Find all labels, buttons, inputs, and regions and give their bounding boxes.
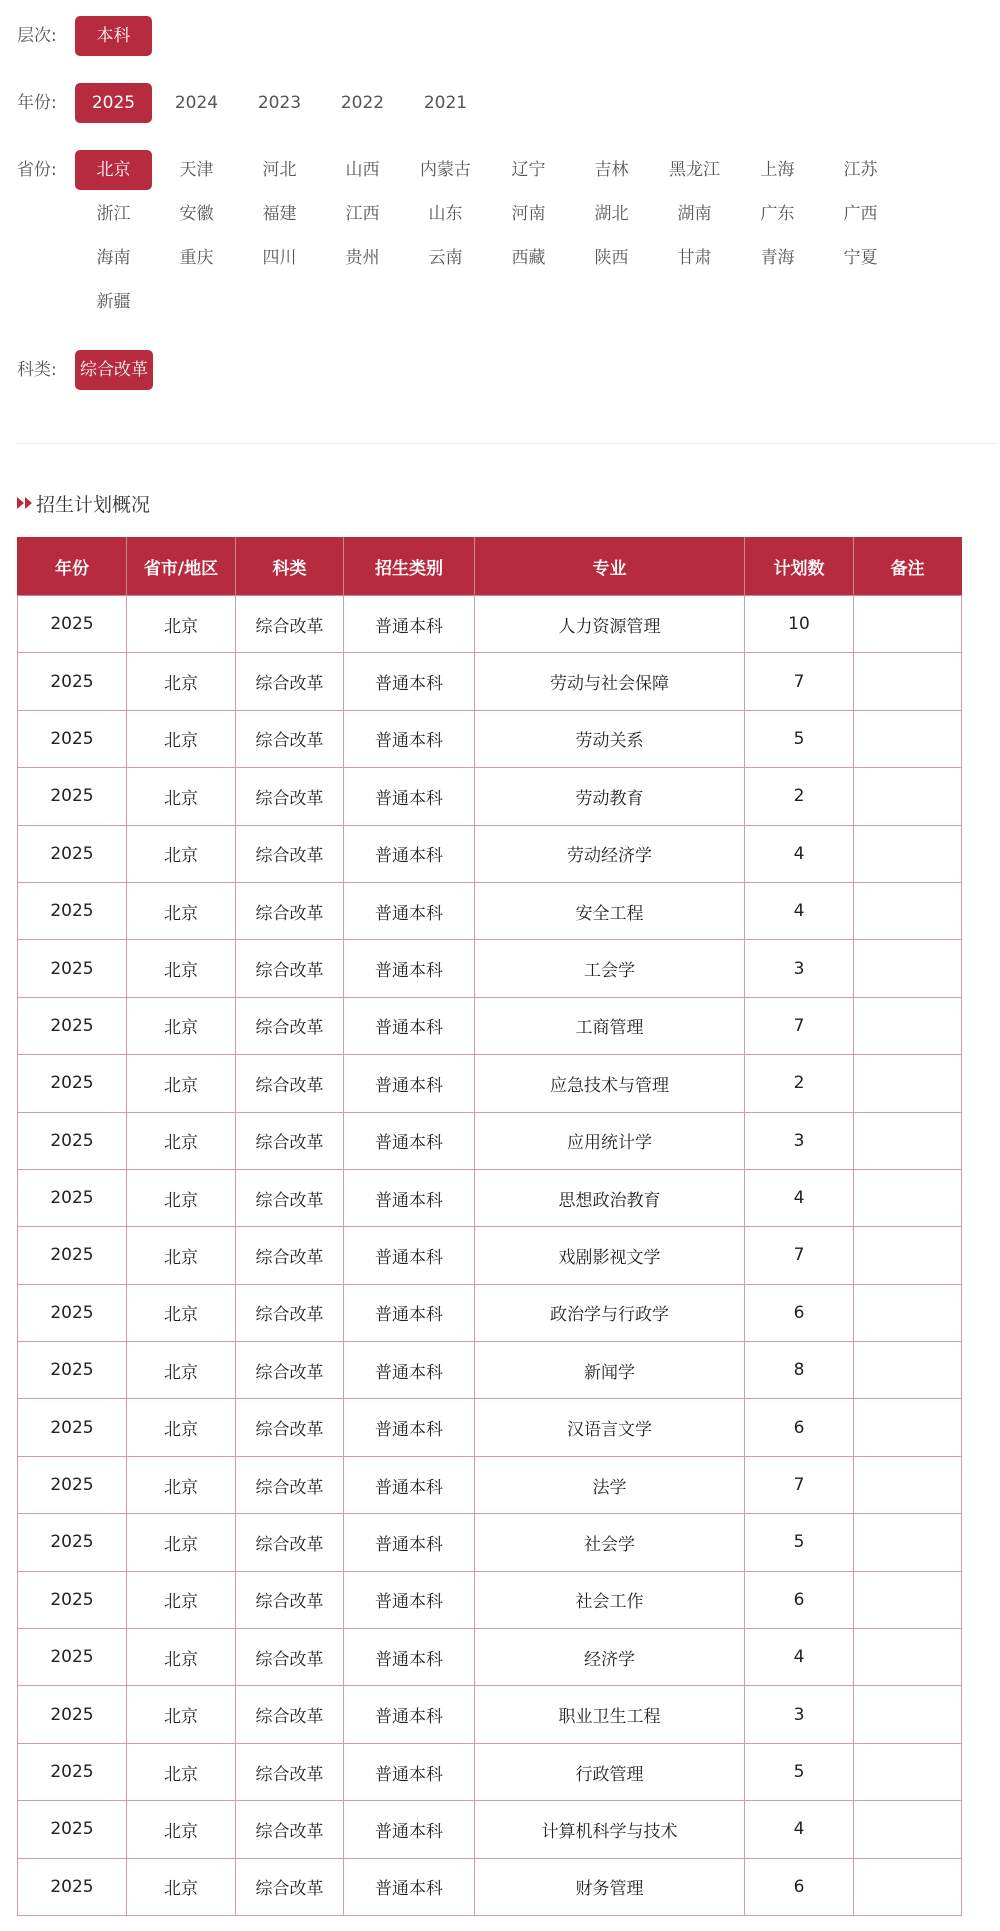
province-option[interactable]: 北京 [75,150,152,190]
table-cell: 普通本科 [344,653,475,710]
table-row [18,825,962,882]
filter-province [17,150,915,326]
table-cell: 综合改革 [236,1227,344,1284]
table-cell: 北京 [127,825,236,882]
table-cell: 7 [745,1227,854,1284]
table-row [18,1284,962,1341]
table-cell: 普通本科 [344,1456,475,1513]
province-option[interactable]: 福建 [262,204,297,224]
province-option[interactable]: 宁夏 [843,248,878,268]
table-cell: 劳动经济学 [475,825,745,882]
province-option[interactable]: 青海 [760,248,795,268]
table-row [18,1342,962,1399]
table-cell: 综合改革 [236,940,344,997]
year-option[interactable]: 2024 [174,93,219,113]
table-row [18,1514,962,1571]
province-option[interactable]: 天津 [179,160,214,180]
table-row [18,596,962,653]
table-cell: 北京 [127,1686,236,1743]
table-cell: 工会学 [475,940,745,997]
table-cell: 北京 [127,882,236,939]
table-cell: 综合改革 [236,1686,344,1743]
table-cell: 5 [745,1514,854,1571]
table-cell [854,1055,962,1112]
table-cell: 8 [745,1342,854,1399]
table-row [18,1571,962,1628]
table-cell: 计算机科学与技术 [475,1801,745,1858]
table-cell: 北京 [127,1743,236,1800]
province-option[interactable]: 广东 [760,204,795,224]
table-cell [854,1284,962,1341]
filter-level [17,16,915,56]
table-cell: 2025 [18,1514,127,1571]
table-cell: 2025 [18,825,127,882]
table-cell [854,1514,962,1571]
province-option[interactable]: 上海 [760,160,795,180]
province-option[interactable]: 安徽 [179,204,214,224]
table-cell [854,1112,962,1169]
table-cell: 普通本科 [344,825,475,882]
table-cell: 2025 [18,1342,127,1399]
table-cell [854,1858,962,1915]
section-title-text: 招生计划概况 [36,493,151,516]
table-row [18,653,962,710]
table-cell [854,710,962,767]
table-cell: 4 [745,1169,854,1226]
column-header: 科类 [236,538,344,596]
table-cell: 普通本科 [344,1055,475,1112]
province-option[interactable]: 内蒙古 [420,160,471,180]
table-cell: 2 [745,1055,854,1112]
table-row [18,1629,962,1686]
table-cell: 综合改革 [236,653,344,710]
table-cell: 综合改革 [236,1456,344,1513]
table-cell: 2025 [18,768,127,825]
table-cell: 北京 [127,1456,236,1513]
table-cell: 劳动教育 [475,768,745,825]
table-cell [854,1686,962,1743]
table-cell: 7 [745,997,854,1054]
column-header: 专业 [475,538,745,596]
province-options [75,150,915,326]
table-row [18,1399,962,1456]
table-cell: 综合改革 [236,997,344,1054]
table-cell: 北京 [127,1514,236,1571]
table-cell: 4 [745,1801,854,1858]
table-cell: 应急技术与管理 [475,1055,745,1112]
table-cell: 10 [745,596,854,653]
column-header: 备注 [854,538,962,596]
table-cell [854,940,962,997]
table-cell: 北京 [127,653,236,710]
filter-province-label: 省份: [17,160,57,180]
province-option[interactable]: 山西 [345,160,380,180]
table-cell: 北京 [127,1169,236,1226]
table-cell: 2025 [18,1169,127,1226]
filter-year-label: 年份: [17,93,57,113]
table-cell: 普通本科 [344,1801,475,1858]
table-cell [854,1342,962,1399]
province-option[interactable]: 陕西 [594,248,629,268]
year-option[interactable]: 2023 [257,93,302,113]
table-row [18,1456,962,1513]
table-cell: 新闻学 [475,1342,745,1399]
table-cell: 综合改革 [236,1629,344,1686]
table-cell: 综合改革 [236,1858,344,1915]
year-options [75,83,915,123]
table-cell: 政治学与行政学 [475,1284,745,1341]
table-cell [854,1399,962,1456]
province-option[interactable]: 广西 [843,204,878,224]
table-cell: 社会学 [475,1514,745,1571]
table-cell: 北京 [127,1112,236,1169]
table-cell: 综合改革 [236,1055,344,1112]
column-header: 年份 [18,538,127,596]
table-row [18,997,962,1054]
table-cell: 6 [745,1571,854,1628]
table-cell: 2025 [18,1055,127,1112]
table-cell: 2025 [18,1801,127,1858]
table-cell: 普通本科 [344,1284,475,1341]
table-cell [854,1169,962,1226]
table-cell [854,768,962,825]
table-cell: 北京 [127,1342,236,1399]
province-option[interactable]: 山东 [428,204,463,224]
table-row [18,1227,962,1284]
table-cell: 综合改革 [236,882,344,939]
table-cell: 2025 [18,1571,127,1628]
table-cell [854,653,962,710]
table-cell: 综合改革 [236,1571,344,1628]
table-cell [854,1801,962,1858]
table-cell: 3 [745,940,854,997]
province-option[interactable]: 云南 [428,248,463,268]
table-cell: 财务管理 [475,1858,745,1915]
province-option[interactable]: 浙江 [96,204,131,224]
table-cell: 7 [745,1456,854,1513]
table-cell: 社会工作 [475,1571,745,1628]
enrollment-plan-table [17,537,962,1916]
table-cell [854,997,962,1054]
table-cell: 6 [745,1284,854,1341]
table-cell: 普通本科 [344,940,475,997]
province-option[interactable]: 辽宁 [511,160,546,180]
table-cell: 普通本科 [344,710,475,767]
table-cell: 人力资源管理 [475,596,745,653]
table-cell: 北京 [127,710,236,767]
category-options [75,350,915,390]
table-row [18,768,962,825]
table-cell: 普通本科 [344,1743,475,1800]
year-option[interactable]: 2025 [75,83,152,123]
filter-level-label: 层次: [17,26,57,46]
table-row [18,882,962,939]
table-row [18,1801,962,1858]
table-cell: 2025 [18,1112,127,1169]
table-cell: 2025 [18,1399,127,1456]
table-cell: 北京 [127,768,236,825]
double-chevron-right-icon [17,497,33,509]
table-cell: 2025 [18,1284,127,1341]
table-row [18,1169,962,1226]
table-cell: 工商管理 [475,997,745,1054]
table-cell [854,882,962,939]
table-cell [854,825,962,882]
table-cell [854,1743,962,1800]
table-row [18,710,962,767]
table-cell: 法学 [475,1456,745,1513]
table-cell: 7 [745,653,854,710]
table-cell: 北京 [127,1571,236,1628]
table-cell [854,1629,962,1686]
province-option[interactable]: 湖北 [594,204,629,224]
province-option[interactable]: 甘肃 [677,248,712,268]
table-cell: 北京 [127,1858,236,1915]
category-option[interactable]: 综合改革 [75,350,153,390]
table-cell: 2025 [18,882,127,939]
filter-category [17,350,915,390]
table-cell: 4 [745,1629,854,1686]
table-row [18,1055,962,1112]
province-option[interactable]: 湖南 [677,204,712,224]
filter-year [17,83,915,123]
table-cell: 5 [745,1743,854,1800]
section-title [17,488,150,518]
table-cell: 普通本科 [344,596,475,653]
table-cell: 2025 [18,1629,127,1686]
table-cell: 2025 [18,1743,127,1800]
table-cell: 2025 [18,997,127,1054]
table-cell: 北京 [127,940,236,997]
table-cell [854,596,962,653]
province-option[interactable]: 海南 [96,248,131,268]
table-row [18,1112,962,1169]
table-cell: 2025 [18,653,127,710]
year-option[interactable]: 2021 [423,93,468,113]
table-cell: 普通本科 [344,1858,475,1915]
table-cell: 汉语言文学 [475,1399,745,1456]
province-option[interactable]: 江西 [345,204,380,224]
table-cell: 北京 [127,1629,236,1686]
divider [17,443,997,444]
table-cell: 综合改革 [236,1112,344,1169]
table-cell: 综合改革 [236,1801,344,1858]
table-cell: 4 [745,825,854,882]
table-cell: 职业卫生工程 [475,1686,745,1743]
table-cell: 北京 [127,997,236,1054]
table-cell: 综合改革 [236,825,344,882]
table-cell: 普通本科 [344,1571,475,1628]
province-option[interactable]: 贵州 [345,248,380,268]
province-option[interactable]: 西藏 [511,248,546,268]
table-cell: 5 [745,710,854,767]
table-cell: 行政管理 [475,1743,745,1800]
table-cell: 普通本科 [344,1514,475,1571]
table-cell: 综合改革 [236,1342,344,1399]
table-cell: 应用统计学 [475,1112,745,1169]
table-cell: 北京 [127,1399,236,1456]
table-cell: 综合改革 [236,710,344,767]
table-cell: 普通本科 [344,1399,475,1456]
province-option[interactable]: 河南 [511,204,546,224]
filter-category-label: 科类: [17,360,57,380]
table-cell: 综合改革 [236,768,344,825]
table-cell: 北京 [127,1284,236,1341]
table-cell: 北京 [127,1055,236,1112]
table-cell: 北京 [127,1801,236,1858]
year-option[interactable]: 2022 [340,93,385,113]
table-cell: 北京 [127,1227,236,1284]
table-row [18,1743,962,1800]
table-header-row [18,538,962,596]
table-cell: 戏剧影视文学 [475,1227,745,1284]
table-cell: 4 [745,882,854,939]
table-cell: 综合改革 [236,1284,344,1341]
table-row [18,1858,962,1915]
table-cell: 普通本科 [344,1227,475,1284]
table-cell: 劳动与社会保障 [475,653,745,710]
table-cell: 普通本科 [344,768,475,825]
table-cell: 6 [745,1399,854,1456]
table-cell [854,1456,962,1513]
table-cell: 2 [745,768,854,825]
table-cell [854,1571,962,1628]
table-cell: 综合改革 [236,1514,344,1571]
level-option-benke[interactable]: 本科 [75,16,152,56]
table-cell: 2025 [18,1858,127,1915]
table-cell: 综合改革 [236,1399,344,1456]
table-cell: 普通本科 [344,1686,475,1743]
province-option[interactable]: 江苏 [843,160,878,180]
province-option[interactable]: 重庆 [179,248,214,268]
table-cell: 3 [745,1686,854,1743]
province-option[interactable]: 黑龙江 [669,160,720,180]
table-cell: 普通本科 [344,1169,475,1226]
table-cell: 综合改革 [236,1743,344,1800]
table-cell: 普通本科 [344,997,475,1054]
table-cell: 普通本科 [344,1112,475,1169]
table-cell: 普通本科 [344,882,475,939]
table-cell: 普通本科 [344,1629,475,1686]
table-cell: 6 [745,1858,854,1915]
province-option[interactable]: 吉林 [594,160,629,180]
province-option[interactable]: 四川 [262,248,297,268]
table-cell: 安全工程 [475,882,745,939]
table-cell: 3 [745,1112,854,1169]
province-option[interactable]: 新疆 [96,292,131,312]
table-cell: 2025 [18,1227,127,1284]
table-cell: 2025 [18,1456,127,1513]
table-row [18,1686,962,1743]
table-cell: 2025 [18,710,127,767]
table-cell: 普通本科 [344,1342,475,1399]
column-header: 省市/地区 [127,538,236,596]
table-cell: 综合改革 [236,596,344,653]
column-header: 招生类别 [344,538,475,596]
table-cell: 2025 [18,940,127,997]
table-cell: 劳动关系 [475,710,745,767]
table-cell [854,1227,962,1284]
table-cell: 北京 [127,596,236,653]
level-options [75,16,915,56]
table-cell: 综合改革 [236,1169,344,1226]
table-cell: 思想政治教育 [475,1169,745,1226]
table-cell: 2025 [18,596,127,653]
province-option[interactable]: 河北 [262,160,297,180]
table-row [18,940,962,997]
table-cell: 经济学 [475,1629,745,1686]
column-header: 计划数 [745,538,854,596]
table-cell: 2025 [18,1686,127,1743]
